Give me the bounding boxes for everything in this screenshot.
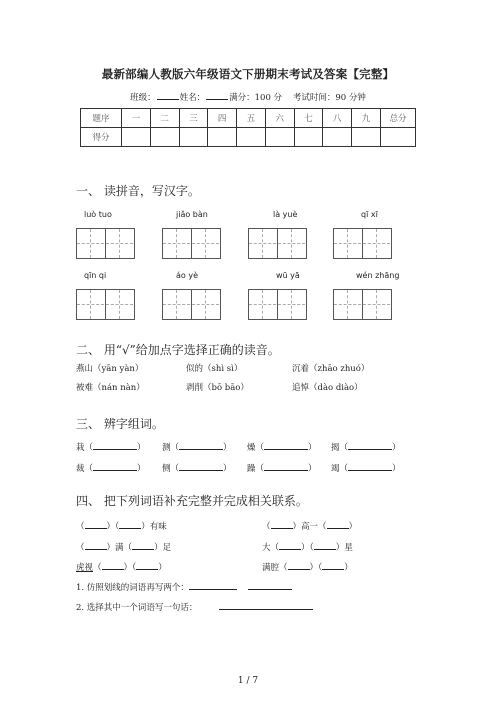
score-header-cell: 总分 bbox=[381, 109, 416, 128]
writing-grid[interactable] bbox=[248, 228, 307, 259]
score-header-cell: 三 bbox=[179, 109, 208, 128]
score-label: 满分：100 分 bbox=[229, 93, 283, 103]
reading-choice-item[interactable]: 剥削（bō bāo） bbox=[186, 383, 249, 393]
page-title: 最新部编人教版六年级语文下册期末考试及答案【完整】 bbox=[101, 67, 395, 81]
exam-info bbox=[0, 91, 496, 103]
reading-choice-item[interactable]: 燕山（yān yàn） bbox=[76, 364, 144, 374]
idiom-fill-item[interactable]: 大（ ）（ ）星 bbox=[262, 540, 353, 553]
score-cell[interactable] bbox=[352, 128, 381, 147]
word-group-item[interactable]: 栽（ ） bbox=[76, 440, 146, 453]
question-1[interactable]: 1. 仿照划线的词语再写两个： bbox=[76, 580, 292, 593]
idiom-fill-item[interactable]: 满腔（ ）（ ） bbox=[262, 560, 353, 573]
score-table-score-row bbox=[81, 128, 416, 147]
word-group-item[interactable]: 竭（ ） bbox=[331, 461, 401, 474]
pinyin-label: qī xī bbox=[361, 210, 378, 219]
section3-title: 三、 辨字组词。 bbox=[76, 417, 164, 431]
writing-grid[interactable] bbox=[162, 228, 221, 259]
score-cell[interactable] bbox=[237, 128, 266, 147]
writing-grid[interactable] bbox=[333, 289, 392, 320]
time-label: 考试时间：90 分钟 bbox=[292, 93, 366, 103]
idiom-fill-item[interactable]: （ ）满（ ）足 bbox=[76, 540, 171, 553]
word-group-item[interactable]: 测（ ） bbox=[162, 440, 232, 453]
section1-title: 一、 读拼音，写汉字。 bbox=[76, 184, 200, 198]
word-group-item[interactable]: 裁（ ） bbox=[76, 461, 146, 474]
pinyin-label: wū yā bbox=[276, 271, 300, 280]
score-table bbox=[80, 108, 416, 147]
score-cell[interactable] bbox=[323, 128, 352, 147]
score-header-cell: 七 bbox=[294, 109, 323, 128]
idiom-fill-item[interactable]: （ ）（ ）有味 bbox=[76, 519, 167, 532]
score-header-cell: 一 bbox=[122, 109, 151, 128]
score-header-cell: 五 bbox=[237, 109, 266, 128]
pinyin-label: là yuè bbox=[273, 210, 298, 219]
reading-choice-item[interactable]: 似的（shì sì） bbox=[186, 364, 243, 374]
idiom-fill-item[interactable]: （ ）高一（ ） bbox=[262, 519, 357, 532]
score-cell[interactable] bbox=[150, 128, 179, 147]
score-header-cell: 八 bbox=[323, 109, 352, 128]
pinyin-label: wén zhāng bbox=[356, 271, 400, 280]
score-cell[interactable] bbox=[208, 128, 237, 147]
score-row-label: 得分 bbox=[81, 128, 122, 147]
section4-title: 四、 把下列词语补充完整并完成相关联系。 bbox=[76, 494, 308, 508]
class-blank bbox=[157, 91, 179, 100]
pinyin-label: luò tuo bbox=[84, 210, 112, 219]
section2-title: 二、 用“√”给加点字选择正确的读音。 bbox=[76, 343, 280, 357]
score-cell[interactable] bbox=[294, 128, 323, 147]
word-group-item[interactable]: 侧（ ） bbox=[162, 461, 232, 474]
score-cell[interactable] bbox=[122, 128, 151, 147]
score-cell[interactable] bbox=[265, 128, 294, 147]
class-label: 班级： bbox=[130, 93, 156, 103]
pinyin-label: qīn qi bbox=[84, 271, 107, 280]
score-table-header-row bbox=[81, 109, 416, 128]
reading-choice-item[interactable]: 被难（nán nàn） bbox=[76, 383, 145, 393]
word-group-item[interactable]: 揭（ ） bbox=[331, 440, 401, 453]
name-label: 姓名： bbox=[179, 93, 206, 103]
writing-grid[interactable] bbox=[76, 228, 135, 259]
reading-choice-item[interactable]: 追悼（dào diào） bbox=[292, 383, 363, 393]
score-header-cell: 六 bbox=[265, 109, 294, 128]
question-2[interactable]: 2. 选择其中一个词语写一句话： bbox=[76, 600, 313, 613]
word-group-item[interactable]: 躁（ ） bbox=[247, 461, 317, 474]
idiom-fill-item[interactable]: 虎视（ ）（ ） bbox=[76, 560, 167, 573]
score-cell[interactable] bbox=[179, 128, 208, 147]
score-header-cell: 题序 bbox=[81, 109, 122, 128]
reading-choice-item[interactable]: 沉着（zhāo zhuó） bbox=[292, 364, 370, 374]
score-header-cell: 九 bbox=[352, 109, 381, 128]
name-blank bbox=[206, 91, 228, 100]
pinyin-label: jiǎo bàn bbox=[176, 210, 208, 219]
score-header-cell: 二 bbox=[150, 109, 179, 128]
pinyin-label: áo yè bbox=[176, 271, 198, 280]
score-header-cell: 四 bbox=[208, 109, 237, 128]
writing-grid[interactable] bbox=[333, 228, 392, 259]
word-group-item[interactable]: 燥（ ） bbox=[247, 440, 317, 453]
score-cell[interactable] bbox=[381, 128, 416, 147]
writing-grid[interactable] bbox=[76, 289, 135, 320]
writing-grid[interactable] bbox=[162, 289, 221, 320]
writing-grid[interactable] bbox=[248, 289, 307, 320]
page-number: 1 / 7 bbox=[237, 676, 259, 686]
